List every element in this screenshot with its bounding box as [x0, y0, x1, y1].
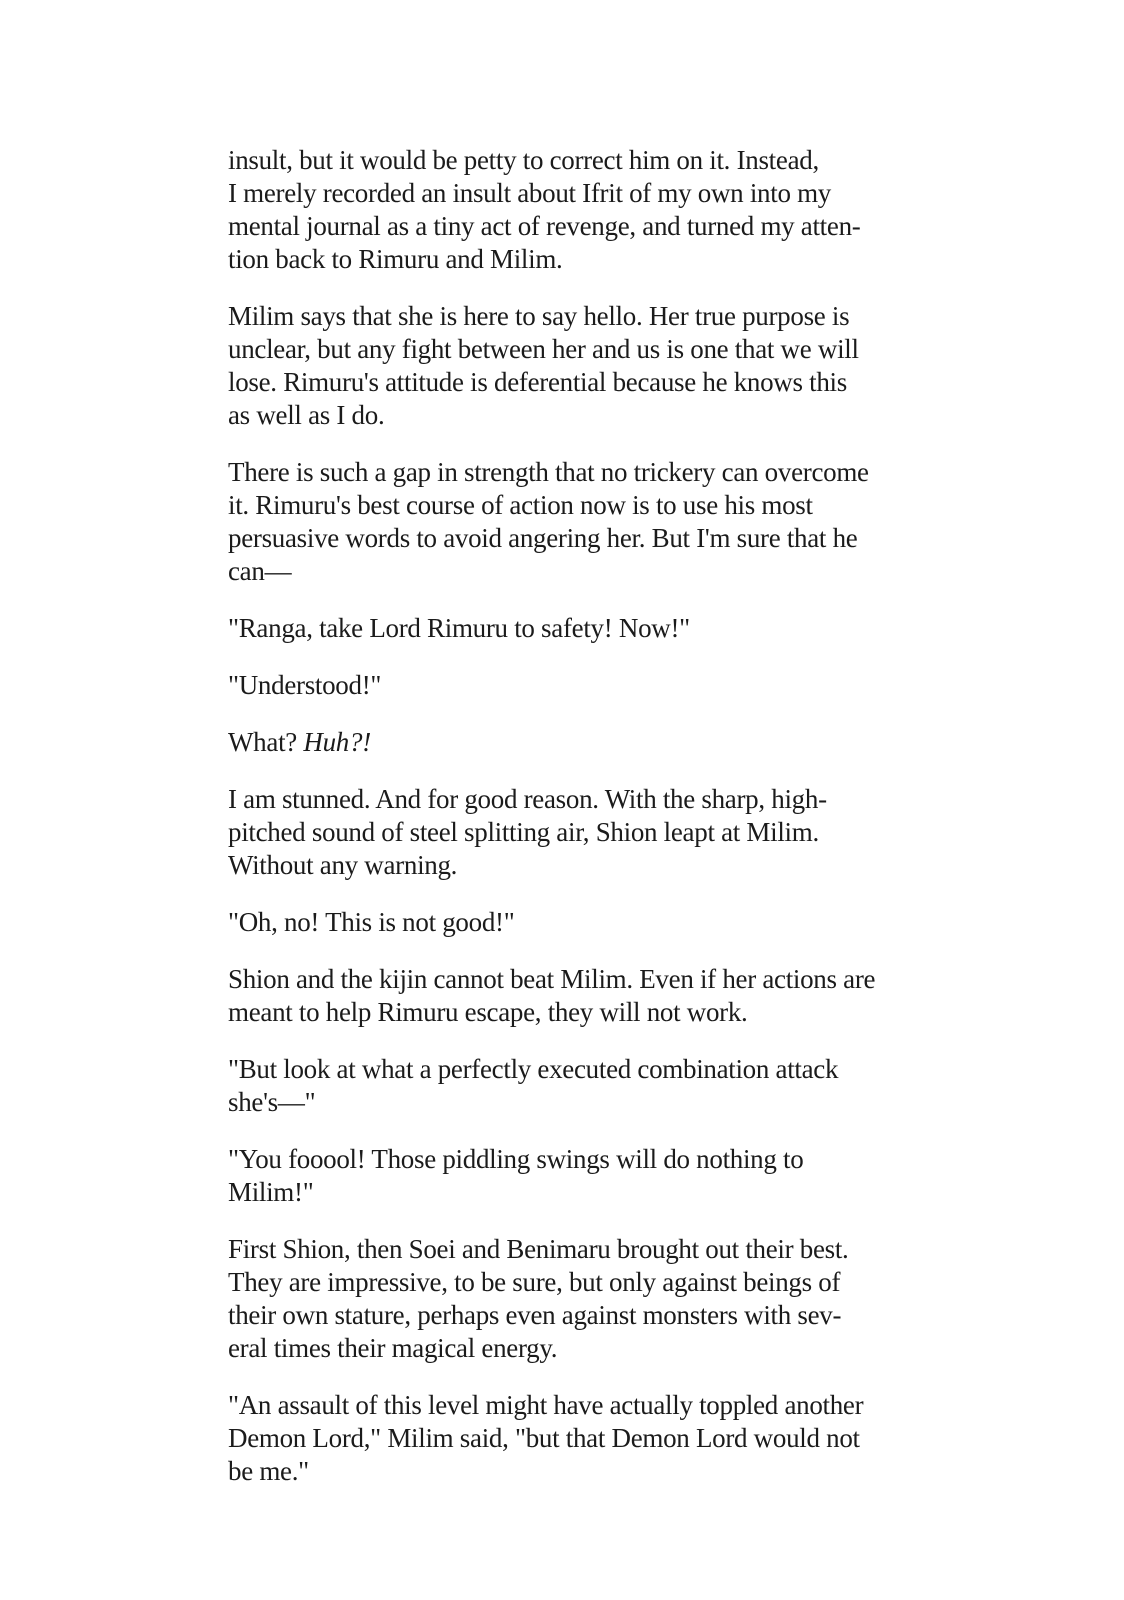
text-line: [228, 399, 900, 432]
text-segment: Demon Lord," Milim said, "but that Demon Lord would not: [228, 1423, 860, 1453]
text-segment: "You fooool! Those piddling swings will do nothing to: [228, 1144, 804, 1174]
text-segment: unclear, but any fight between her and us is one that we will: [228, 334, 859, 364]
text-line: [228, 963, 900, 996]
text-segment: persuasive words to avoid angering her. But I'm sure that he: [228, 523, 858, 553]
text-segment: tion back to Rimuru and Milim.: [228, 244, 563, 274]
text-segment: can—: [228, 556, 292, 586]
text-segment: she's—": [228, 1087, 316, 1117]
paragraph: [228, 963, 900, 1029]
text-segment: "Understood!": [228, 670, 382, 700]
text-line: [228, 300, 900, 333]
paragraph: [228, 612, 900, 645]
text-line: [228, 1233, 900, 1266]
text-line: [228, 1299, 900, 1332]
paragraph: [228, 144, 900, 276]
text-line: [228, 1053, 900, 1086]
text-segment: meant to help Rimuru escape, they will not work.: [228, 997, 748, 1027]
text-segment: "An assault of this level might have actually toppled another: [228, 1390, 864, 1420]
text-segment: Without any warning.: [228, 850, 458, 880]
text-line: [228, 1422, 900, 1455]
text-line: [228, 783, 900, 816]
text-line: [228, 243, 900, 276]
text-segment: their own stature, perhaps even against monsters with sev-: [228, 1300, 842, 1330]
text-line: [228, 849, 900, 882]
text-segment: it. Rimuru's best course of action now is to use his most: [228, 490, 813, 520]
text-line: [228, 1176, 900, 1209]
text-line: [228, 522, 900, 555]
text-line: [228, 1266, 900, 1299]
book-page-text: [228, 144, 900, 1488]
paragraph: [228, 300, 900, 432]
text-segment: be me.": [228, 1456, 309, 1486]
text-segment: as well as I do.: [228, 400, 385, 430]
text-segment: First Shion, then Soei and Benimaru brought out their best.: [228, 1234, 849, 1264]
text-segment: They are impressive, to be sure, but only against beings of: [228, 1267, 841, 1297]
text-segment: Shion and the kijin cannot beat Milim. Even if her actions are: [228, 964, 876, 994]
text-line: [228, 489, 900, 522]
paragraph: [228, 906, 900, 939]
text-segment: I am stunned. And for good reason. With the sharp, high-: [228, 784, 827, 814]
paragraph: [228, 1143, 900, 1209]
text-line: [228, 1389, 900, 1422]
text-line: [228, 906, 900, 939]
text-line: [228, 996, 900, 1029]
text-line: [228, 555, 900, 588]
text-line: [228, 456, 900, 489]
text-segment: lose. Rimuru's attitude is deferential because he knows this: [228, 367, 847, 397]
text-line: [228, 366, 900, 399]
text-line: [228, 144, 900, 177]
paragraph: [228, 669, 900, 702]
paragraph: [228, 783, 900, 882]
text-segment: "Ranga, take Lord Rimuru to safety! Now!": [228, 613, 690, 643]
text-line: [228, 1455, 900, 1488]
text-line: [228, 816, 900, 849]
text-segment: Milim says that she is here to say hello. Her true purpose is: [228, 301, 850, 331]
text-segment: There is such a gap in strength that no trickery can overcome: [228, 457, 869, 487]
paragraph: [228, 726, 900, 759]
text-line: [228, 333, 900, 366]
text-line: [228, 177, 900, 210]
text-segment: insult, but it would be petty to correct him on it. Instead,: [228, 145, 819, 175]
text-segment: I merely recorded an insult about Ifrit of my own into my: [228, 178, 831, 208]
text-line: [228, 210, 900, 243]
emphasized-text: Huh?!: [303, 727, 371, 757]
text-line: [228, 612, 900, 645]
text-segment: pitched sound of steel splitting air, Shion leapt at Milim.: [228, 817, 819, 847]
text-segment: "But look at what a perfectly executed combination attack: [228, 1054, 839, 1084]
text-segment: What?: [228, 727, 304, 757]
paragraph: [228, 1233, 900, 1365]
text-segment: Milim!": [228, 1177, 314, 1207]
text-segment: mental journal as a tiny act of revenge, and turned my atten-: [228, 211, 861, 241]
text-line: [228, 1086, 900, 1119]
paragraph: [228, 1389, 900, 1488]
text-line: [228, 669, 900, 702]
text-line: [228, 726, 900, 759]
text-segment: "Oh, no! This is not good!": [228, 907, 515, 937]
text-line: [228, 1143, 900, 1176]
paragraph: [228, 456, 900, 588]
paragraph: [228, 1053, 900, 1119]
text-segment: eral times their magical energy.: [228, 1333, 558, 1363]
text-line: [228, 1332, 900, 1365]
